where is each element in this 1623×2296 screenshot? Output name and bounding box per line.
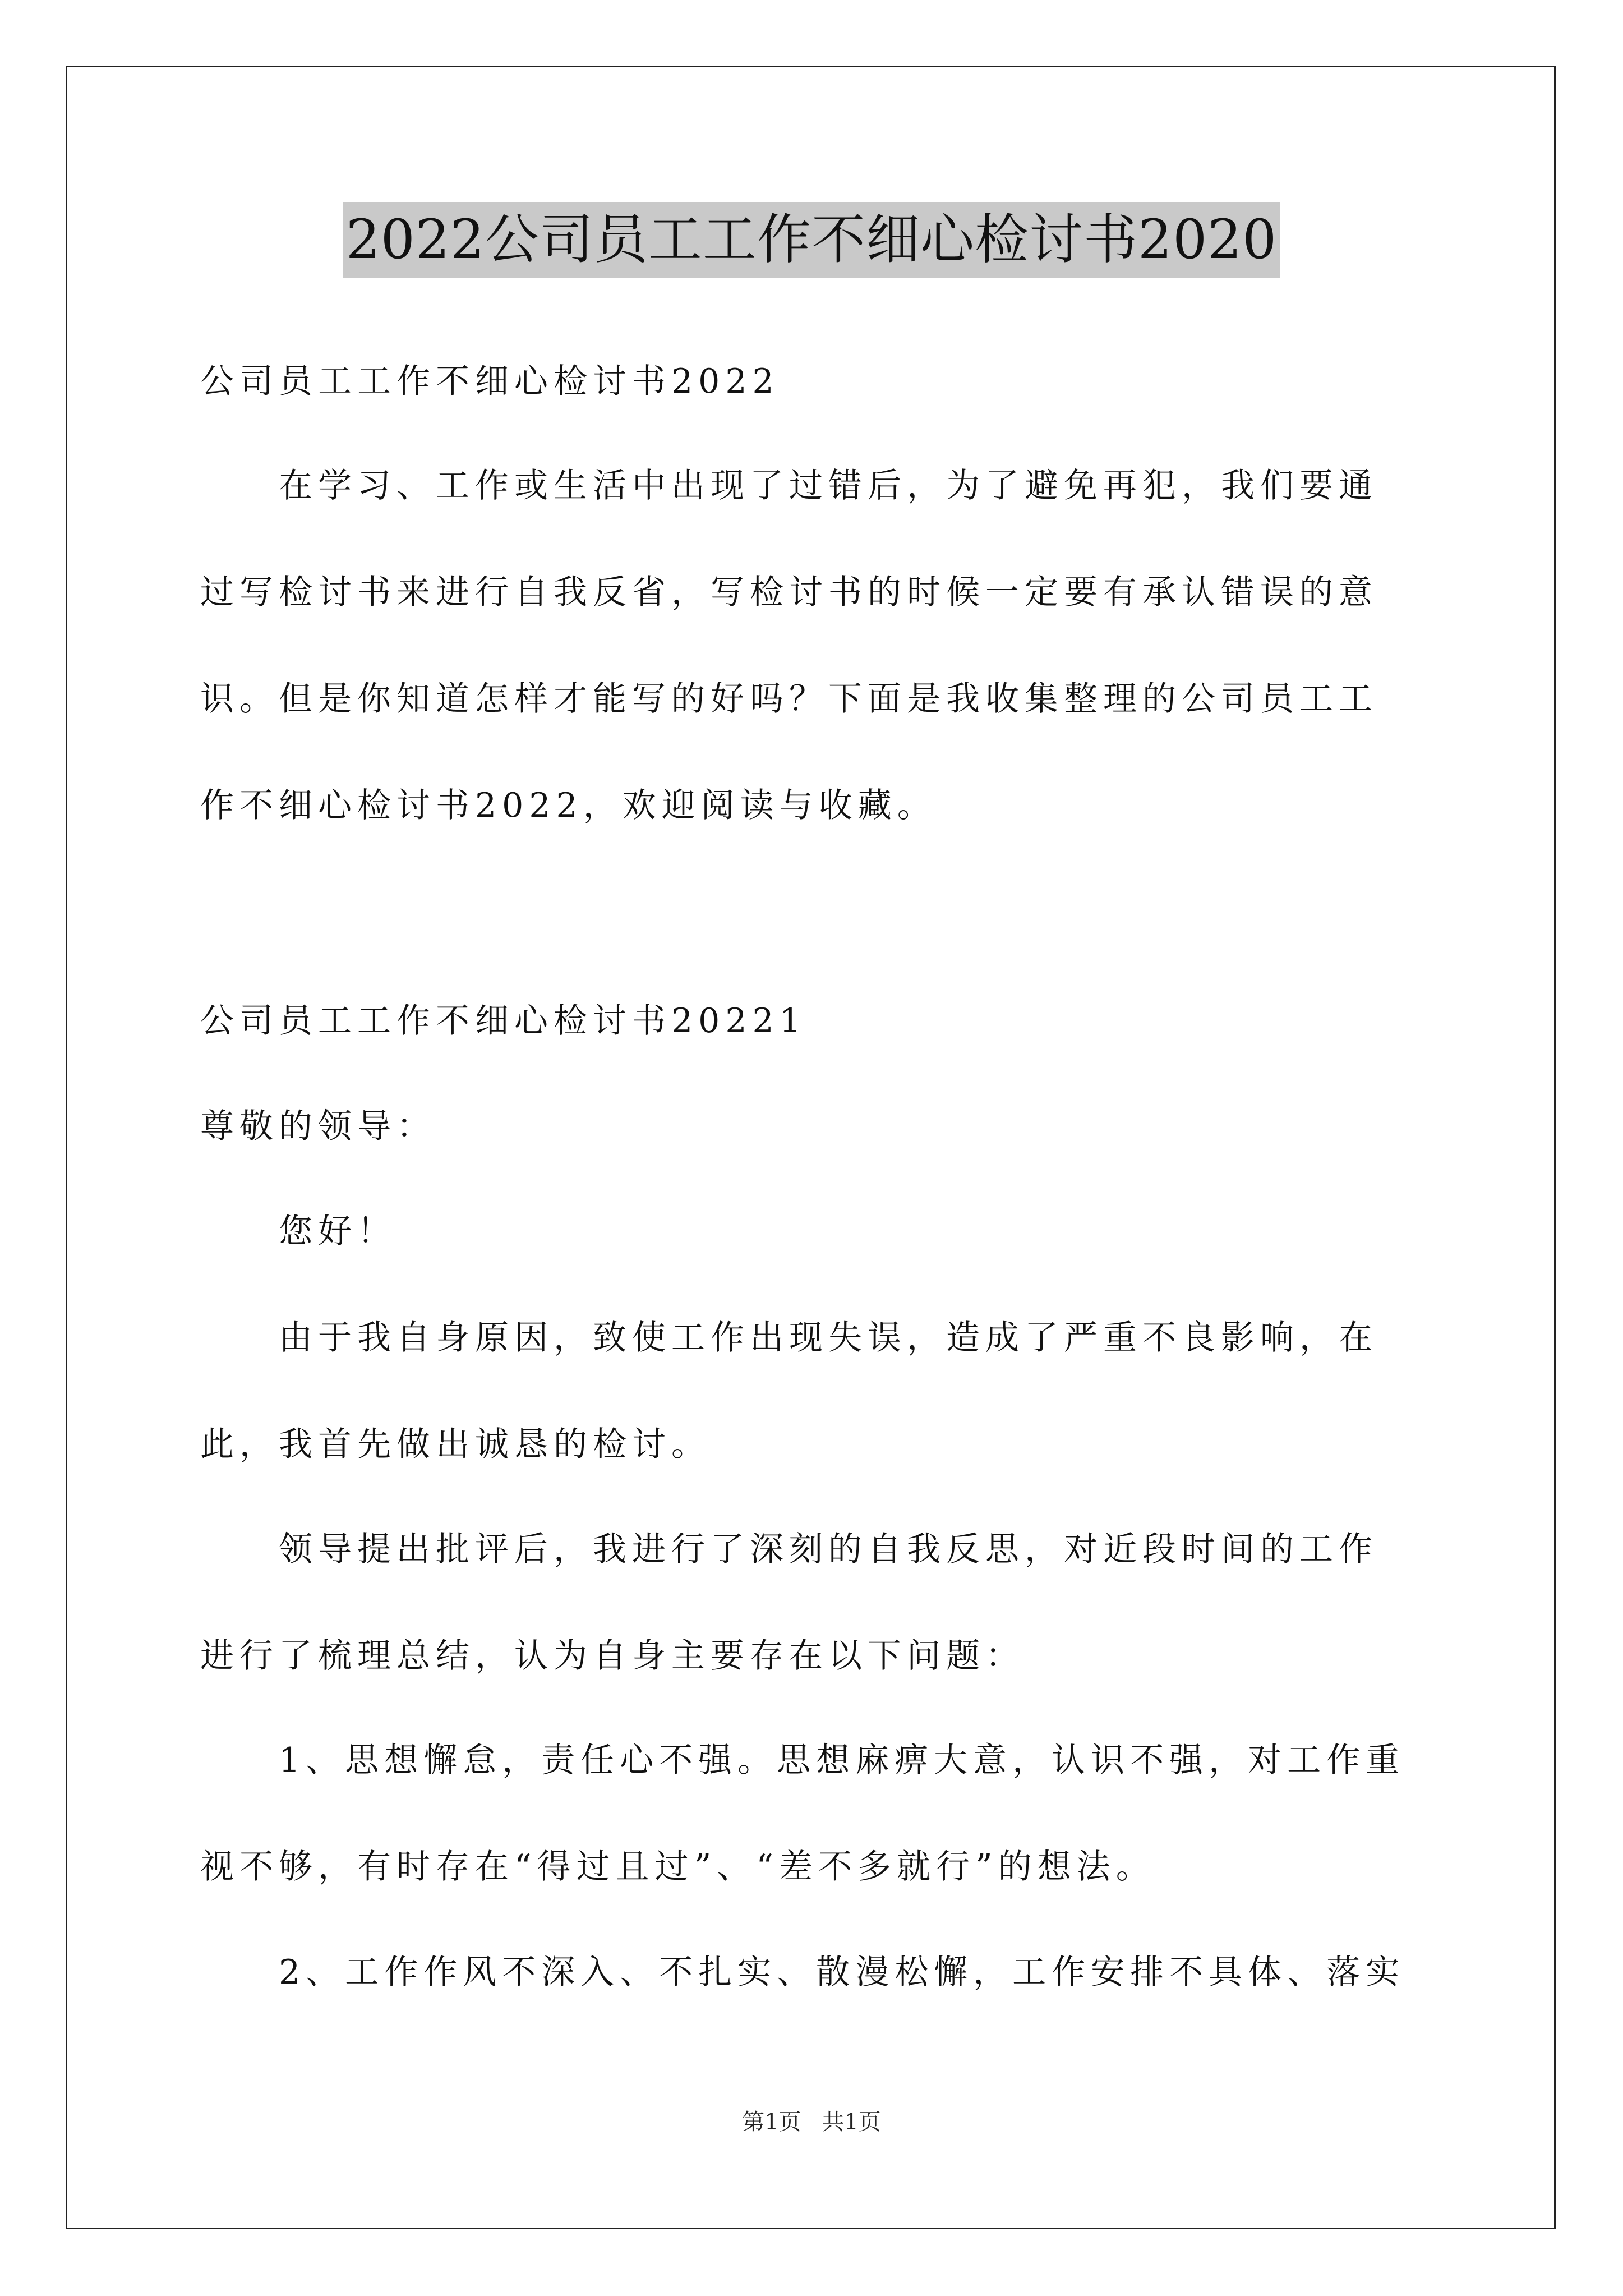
paragraph-line: 进行了梳理总结，认为自身主要存在以下问题： bbox=[200, 1636, 1025, 1676]
paragraph-line: 领导提出批评后，我进行了深刻的自我反思，对近段时间的工作 bbox=[279, 1530, 1378, 1569]
paragraph-line: 由于我自身原因，致使工作出现失误，造成了严重不良影响，在 bbox=[279, 1318, 1378, 1358]
salutation: 尊敬的领导： bbox=[200, 1107, 436, 1146]
paragraph-line: 2、工作作风不深入、不扎实、散漫松懈，工作安排不具体、落实 bbox=[279, 1953, 1405, 1992]
title-container bbox=[0, 202, 1623, 278]
paragraph-line: 识。但是你知道怎样才能写的好吗？下面是我收集整理的公司员工工 bbox=[200, 679, 1378, 719]
paragraph-line: 作不细心检讨书2022，欢迎阅读与收藏。 bbox=[200, 786, 937, 825]
section-heading: 公司员工工作不细心检讨书2022 bbox=[200, 362, 780, 401]
paragraph-line: 视不够，有时存在“得过且过”、“差不多就行”的想法。 bbox=[200, 1847, 1155, 1887]
page-footer bbox=[0, 2106, 1623, 2138]
paragraph-line: 在学习、工作或生活中出现了过错后，为了避免再犯，我们要通 bbox=[279, 466, 1378, 505]
paragraph-line: 此，我首先做出诚恳的检讨。 bbox=[200, 1425, 711, 1464]
page-total: 共1页 bbox=[822, 2109, 881, 2135]
paragraph-line: 1、思想懈怠，责任心不强。思想麻痹大意，认识不强，对工作重 bbox=[279, 1741, 1405, 1780]
document-title: 2022公司员工工作不细心检讨书2020 bbox=[343, 202, 1281, 278]
greeting: 您好！ bbox=[279, 1212, 396, 1251]
section-heading: 公司员工工作不细心检讨书20221 bbox=[200, 1001, 806, 1041]
paragraph-line: 过写检讨书来进行自我反省，写检讨书的时候一定要有承认错误的意 bbox=[200, 573, 1378, 612]
page-number: 第1页 bbox=[742, 2109, 801, 2135]
